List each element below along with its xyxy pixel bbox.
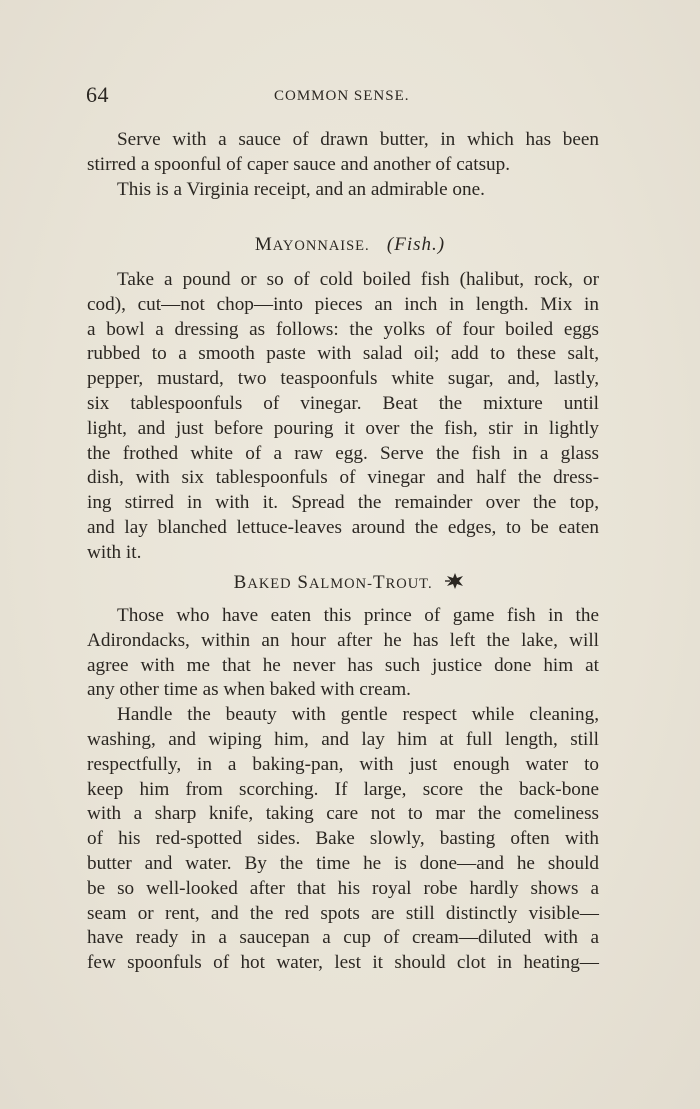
text-line: This is a Virginia receipt, and an admirable one.	[117, 178, 485, 200]
heading-note: (Fish.)	[386, 234, 446, 255]
text-line: of his red-spotted sides. Bake slowly, basting often with	[87, 828, 599, 850]
text-line: with a sharp knife, taking care not to mar the comeliness	[87, 803, 599, 825]
text-line: any other time as when baked with cream.	[87, 679, 411, 701]
text-line: agree with me that he never has such justice done him at	[87, 654, 599, 676]
sauce-paragraphs	[87, 128, 599, 202]
recipe-heading-baked-salmon-trout: BAKED SALMON-TROUT.	[0, 572, 700, 594]
text-line: Handle the beauty with gentle respect while cleaning,	[117, 704, 599, 726]
text-line: washing, and wiping him, and lay him at full length, still	[87, 728, 599, 750]
cross-pattee-icon	[444, 572, 466, 590]
text-line: keep him from scorching. If large, score the back-bone	[87, 778, 599, 800]
text-line: ing stirred in with it. Spread the remainder over the top,	[87, 492, 599, 514]
text-line: Those who have eaten this prince of game fish in the	[117, 605, 599, 626]
text-line: six tablespoonfuls of vinegar. Beat the mixture until	[87, 392, 599, 414]
text-line: respectfully, in a baking-pan, with just enough water to	[87, 753, 599, 775]
text-line: a bowl a dressing as follows: the yolks of four boiled eggs	[87, 318, 599, 340]
text-line: dish, with six tablespoonfuls of vinegar and half the dress-	[87, 467, 599, 489]
mayonnaise-recipe	[87, 268, 599, 566]
running-head: COMMON SENSE.	[274, 88, 410, 104]
recipe-heading-mayonnaise: MAYONNAISE. (Fish.)	[254, 234, 446, 255]
text-line: be so well-looked after that his royal robe hardly shows a	[87, 877, 599, 899]
text-line: with it.	[87, 541, 142, 563]
text-line: and lay blanched lettuce-leaves around the edges, to be eaten	[87, 516, 599, 538]
text-line: Serve with a sauce of drawn butter, in which has been	[117, 129, 599, 150]
text-line: rubbed to a smooth paste with salad oil; add to these salt,	[87, 343, 599, 365]
text-line: the frothed white of a raw egg. Serve the fish in a glass	[87, 442, 599, 464]
page-number: 64	[86, 82, 109, 107]
text-line: have ready in a saucepan a cup of cream—diluted with a	[87, 927, 599, 949]
text-line: few spoonfuls of hot water, lest it should clot in heating—	[87, 952, 599, 974]
page-header	[86, 82, 598, 110]
text-line: seam or rent, and the red spots are still distinctly visible—	[87, 902, 599, 924]
text-line: Take a pound or so of cold boiled fish (halibut, rock, or	[117, 269, 599, 290]
text-line: Adirondacks, within an hour after he has left the lake, will	[87, 629, 599, 651]
text-line: light, and just before pouring it over the fish, stir in lightly	[87, 417, 599, 439]
text-line: stirred a spoonful of caper sauce and another of catsup.	[87, 153, 511, 175]
text-line: cod), cut—not chop—into pieces an inch in length. Mix in	[87, 293, 599, 315]
text-line: pepper, mustard, two teaspoonfuls white sugar, and, lastly,	[87, 368, 599, 390]
baked-salmon-trout-recipe	[87, 604, 599, 976]
text-line: butter and water. By the time he is done—and he should	[87, 852, 599, 874]
